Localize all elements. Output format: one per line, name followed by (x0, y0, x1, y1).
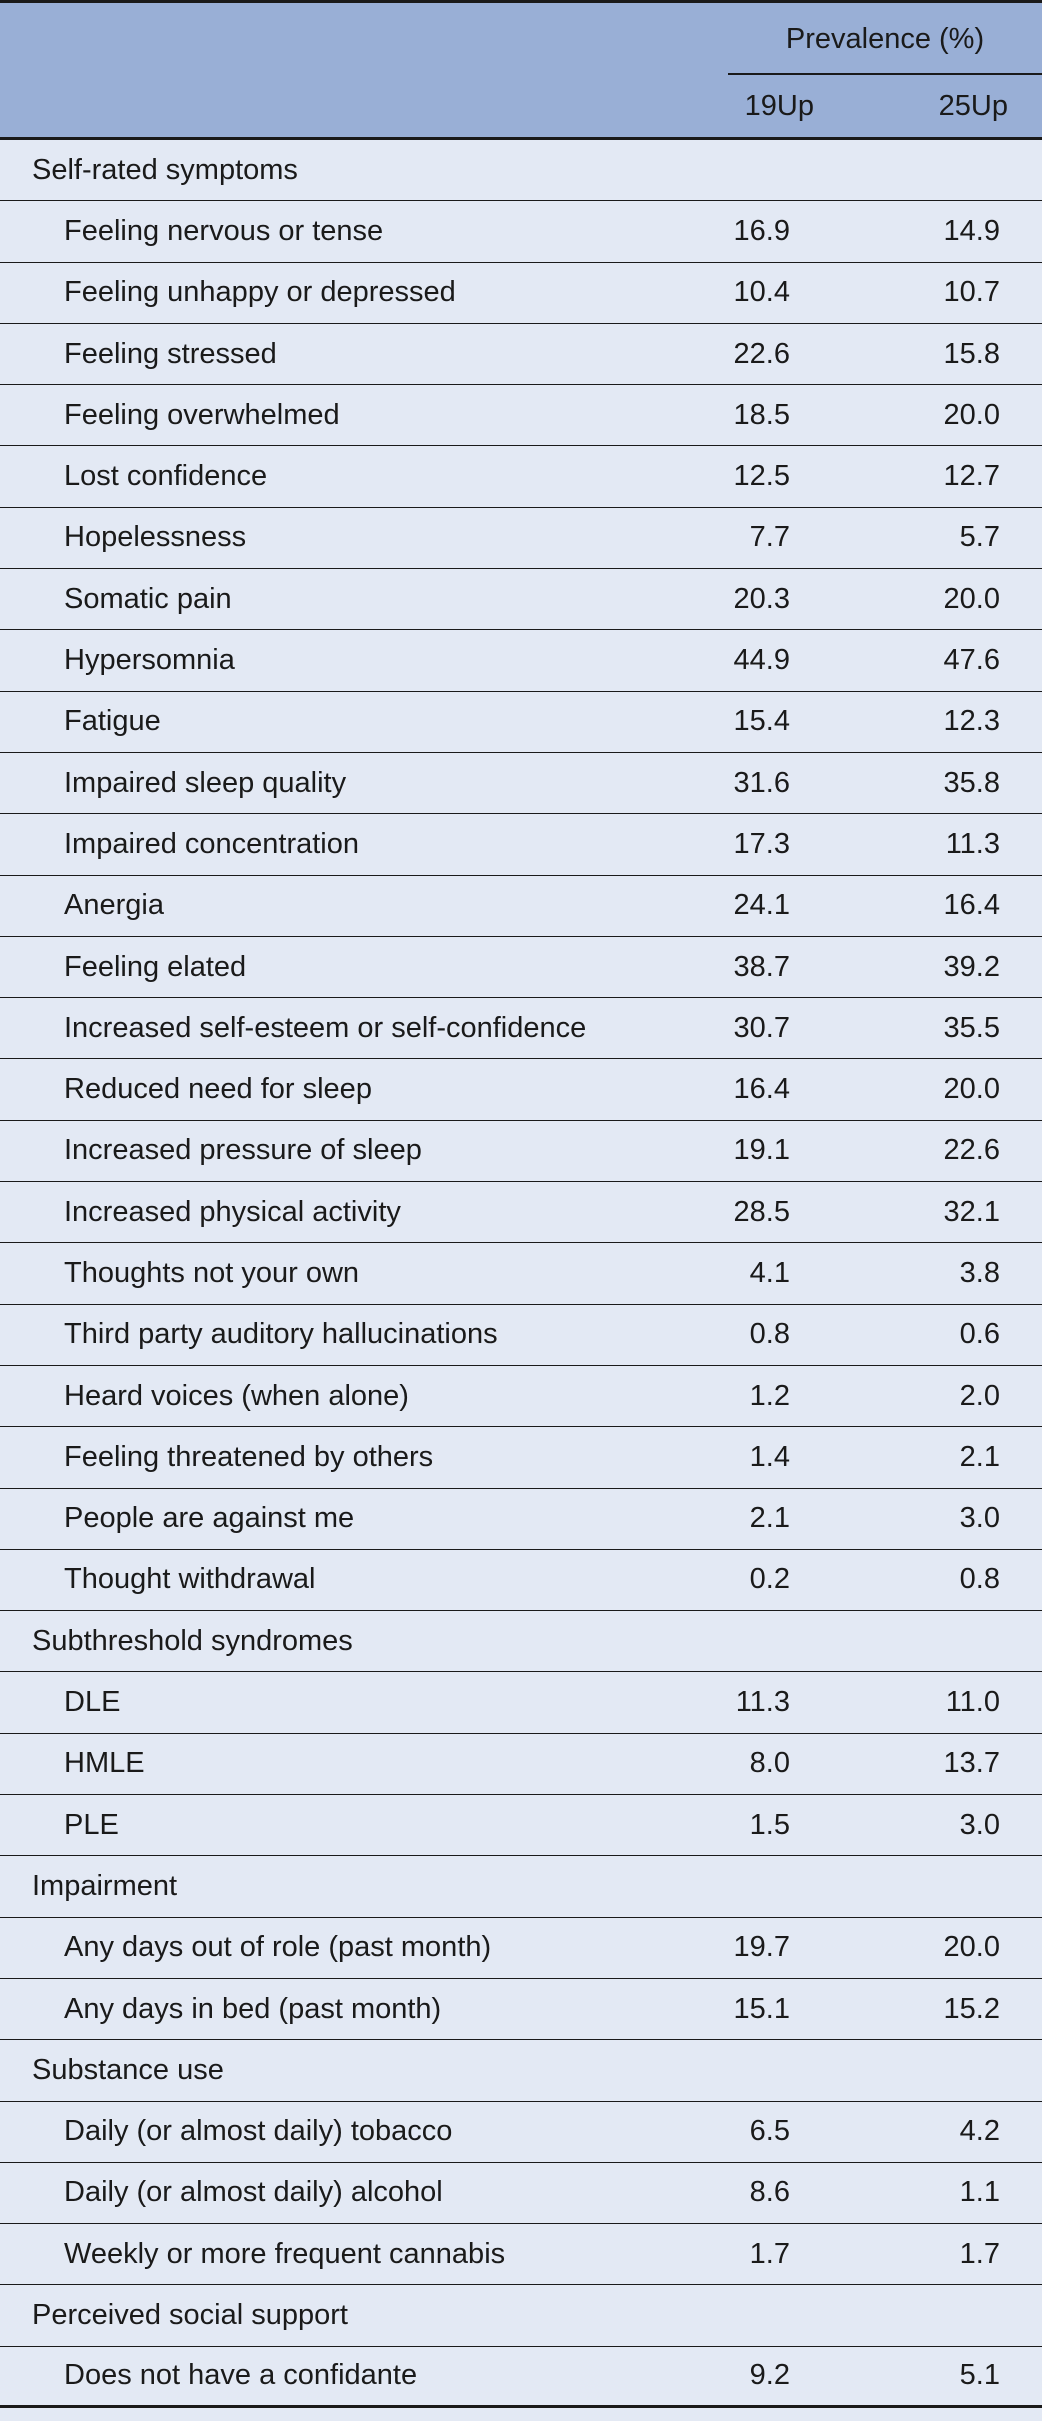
value-25up: 1.1 (959, 2176, 1000, 2209)
table-row (0, 1979, 1042, 2040)
table-row (0, 814, 1042, 875)
value-19up: 1.7 (749, 2237, 790, 2270)
row-label: Hopelessness (64, 521, 247, 554)
table-row (0, 569, 1042, 630)
row-label: Thought withdrawal (64, 1563, 316, 1596)
table-row (0, 1182, 1042, 1243)
value-19up: 18.5 (733, 398, 790, 431)
table-row (0, 1795, 1042, 1856)
table-row (0, 2102, 1042, 2163)
table-row (0, 324, 1042, 385)
row-label: Feeling elated (64, 950, 247, 983)
row-label: Impaired sleep quality (64, 766, 347, 799)
value-25up: 11.0 (945, 1686, 1000, 1719)
value-19up: 1.5 (749, 1808, 790, 1841)
row-label: Feeling overwhelmed (64, 398, 340, 431)
table-row (0, 508, 1042, 569)
row-label: Third party auditory hallucinations (64, 1318, 498, 1351)
row-label: Any days out of role (past month) (64, 1931, 492, 1964)
value-19up: 16.9 (733, 214, 790, 247)
value-25up: 13.7 (943, 1747, 1000, 1780)
table-row (0, 385, 1042, 446)
value-25up: 32.1 (943, 1195, 1000, 1228)
column-header-19up: 19Up (744, 90, 814, 122)
value-25up: 3.0 (959, 1502, 1000, 1535)
row-label: Increased self-esteem or self-confidence (64, 1011, 587, 1044)
table-row (0, 1427, 1042, 1488)
value-25up: 5.1 (959, 2359, 1000, 2392)
value-25up: 14.9 (943, 214, 1000, 247)
value-25up: 20.0 (943, 1073, 1000, 1106)
section-row (0, 2285, 1042, 2346)
value-25up: 4.2 (959, 2115, 1000, 2148)
value-19up: 1.4 (749, 1440, 790, 1473)
row-label: Daily (or almost daily) tobacco (64, 2115, 453, 2148)
value-25up: 35.5 (943, 1011, 1000, 1044)
value-25up: 20.0 (943, 582, 1000, 615)
row-label: Anergia (64, 889, 164, 922)
table-row (0, 1366, 1042, 1427)
value-19up: 22.6 (733, 337, 790, 370)
row-label: Hypersomnia (64, 644, 235, 677)
section-row (0, 1856, 1042, 1917)
value-19up: 16.4 (733, 1073, 790, 1106)
row-label: Thoughts not your own (64, 1256, 360, 1289)
value-25up: 1.7 (959, 2237, 1000, 2270)
row-label: Does not have a confidante (64, 2359, 418, 2392)
section-label: Impairment (32, 1869, 178, 1902)
value-19up: 4.1 (749, 1256, 790, 1289)
value-19up: 0.8 (749, 1318, 790, 1351)
row-label: Somatic pain (64, 582, 232, 615)
section-label: Subthreshold syndromes (32, 1624, 353, 1657)
value-19up: 8.0 (749, 1747, 790, 1780)
row-label: Feeling unhappy or depressed (64, 276, 456, 309)
value-19up: 19.1 (733, 1134, 790, 1167)
value-19up: 0.2 (749, 1563, 790, 1596)
row-label: Fatigue (64, 705, 161, 738)
value-25up: 22.6 (943, 1134, 1000, 1167)
value-25up: 39.2 (943, 950, 1000, 983)
table-row (0, 937, 1042, 998)
table-row (0, 1489, 1042, 1550)
value-19up: 19.7 (733, 1931, 790, 1964)
value-19up: 1.2 (749, 1379, 790, 1412)
value-25up: 12.3 (943, 705, 1000, 738)
table-row (0, 998, 1042, 1059)
value-19up: 31.6 (733, 766, 790, 799)
row-label: Increased pressure of sleep (64, 1134, 422, 1167)
section-label: Perceived social support (32, 2299, 348, 2332)
row-label: Increased physical activity (64, 1195, 401, 1228)
value-25up: 2.0 (959, 1379, 1000, 1412)
value-19up: 17.3 (733, 827, 790, 860)
value-19up: 15.1 (733, 1992, 790, 2025)
row-label: DLE (64, 1686, 121, 1719)
row-label: Reduced need for sleep (64, 1073, 372, 1106)
table-row (0, 1121, 1042, 1182)
value-25up: 0.8 (959, 1563, 1000, 1596)
prevalence-spanner-header: Prevalence (%) (785, 23, 985, 55)
table-row (0, 446, 1042, 507)
table-row (0, 876, 1042, 937)
table-row (0, 1305, 1042, 1366)
table-row (0, 630, 1042, 691)
value-25up: 35.8 (943, 766, 1000, 799)
table-row (0, 201, 1042, 262)
value-19up: 2.1 (749, 1502, 790, 1535)
value-19up: 9.2 (749, 2359, 790, 2392)
table-row (0, 1734, 1042, 1795)
value-25up: 12.7 (943, 460, 1000, 493)
value-25up: 5.7 (959, 521, 1000, 554)
section-label: Substance use (32, 2053, 224, 2086)
table-row (0, 1243, 1042, 1304)
value-19up: 12.5 (733, 460, 790, 493)
value-25up: 2.1 (959, 1440, 1000, 1473)
row-label: Feeling stressed (64, 337, 277, 370)
column-header-25up: 25Up (938, 90, 1008, 122)
value-19up: 30.7 (733, 1011, 790, 1044)
value-25up: 0.6 (959, 1318, 1000, 1351)
table-row (0, 263, 1042, 324)
row-label: Weekly or more frequent cannabis (64, 2237, 506, 2270)
table-row (0, 1672, 1042, 1733)
value-19up: 6.5 (749, 2115, 790, 2148)
table-row (0, 1918, 1042, 1979)
value-19up: 10.4 (733, 276, 790, 309)
row-label: Heard voices (when alone) (64, 1379, 409, 1412)
row-label: People are against me (64, 1502, 355, 1535)
value-25up: 20.0 (943, 398, 1000, 431)
row-label: Feeling nervous or tense (64, 214, 384, 247)
value-19up: 24.1 (733, 889, 790, 922)
value-19up: 20.3 (733, 582, 790, 615)
value-25up: 10.7 (943, 276, 1000, 309)
value-25up: 16.4 (943, 889, 1000, 922)
value-19up: 38.7 (733, 950, 790, 983)
table-row (0, 1550, 1042, 1611)
table-row (0, 1059, 1042, 1120)
table-body (0, 140, 1042, 2408)
row-label: Any days in bed (past month) (64, 1992, 442, 2025)
section-row (0, 1611, 1042, 1672)
value-25up: 47.6 (943, 644, 1000, 677)
table-row (0, 2347, 1042, 2408)
value-19up: 28.5 (733, 1195, 790, 1228)
table-row (0, 2163, 1042, 2224)
table-row (0, 753, 1042, 814)
value-19up: 44.9 (733, 644, 790, 677)
row-label: Feeling threatened by others (64, 1440, 434, 1473)
table-row (0, 2224, 1042, 2285)
value-19up: 11.3 (735, 1686, 790, 1719)
table-row (0, 692, 1042, 753)
section-row (0, 140, 1042, 201)
row-label: Daily (or almost daily) alcohol (64, 2176, 443, 2209)
value-19up: 8.6 (749, 2176, 790, 2209)
value-25up: 15.8 (943, 337, 1000, 370)
value-19up: 15.4 (733, 705, 790, 738)
row-label: PLE (64, 1808, 119, 1841)
section-row (0, 2040, 1042, 2101)
row-label: Impaired concentration (64, 827, 359, 860)
value-25up: 20.0 (943, 1931, 1000, 1964)
value-25up: 3.8 (959, 1256, 1000, 1289)
value-25up: 15.2 (943, 1992, 1000, 2025)
row-label: Lost confidence (64, 460, 268, 493)
value-25up: 11.3 (945, 827, 1000, 860)
value-19up: 7.7 (749, 521, 790, 554)
value-25up: 3.0 (959, 1808, 1000, 1841)
row-label: HMLE (64, 1747, 145, 1780)
section-label: Self-rated symptoms (32, 153, 298, 186)
